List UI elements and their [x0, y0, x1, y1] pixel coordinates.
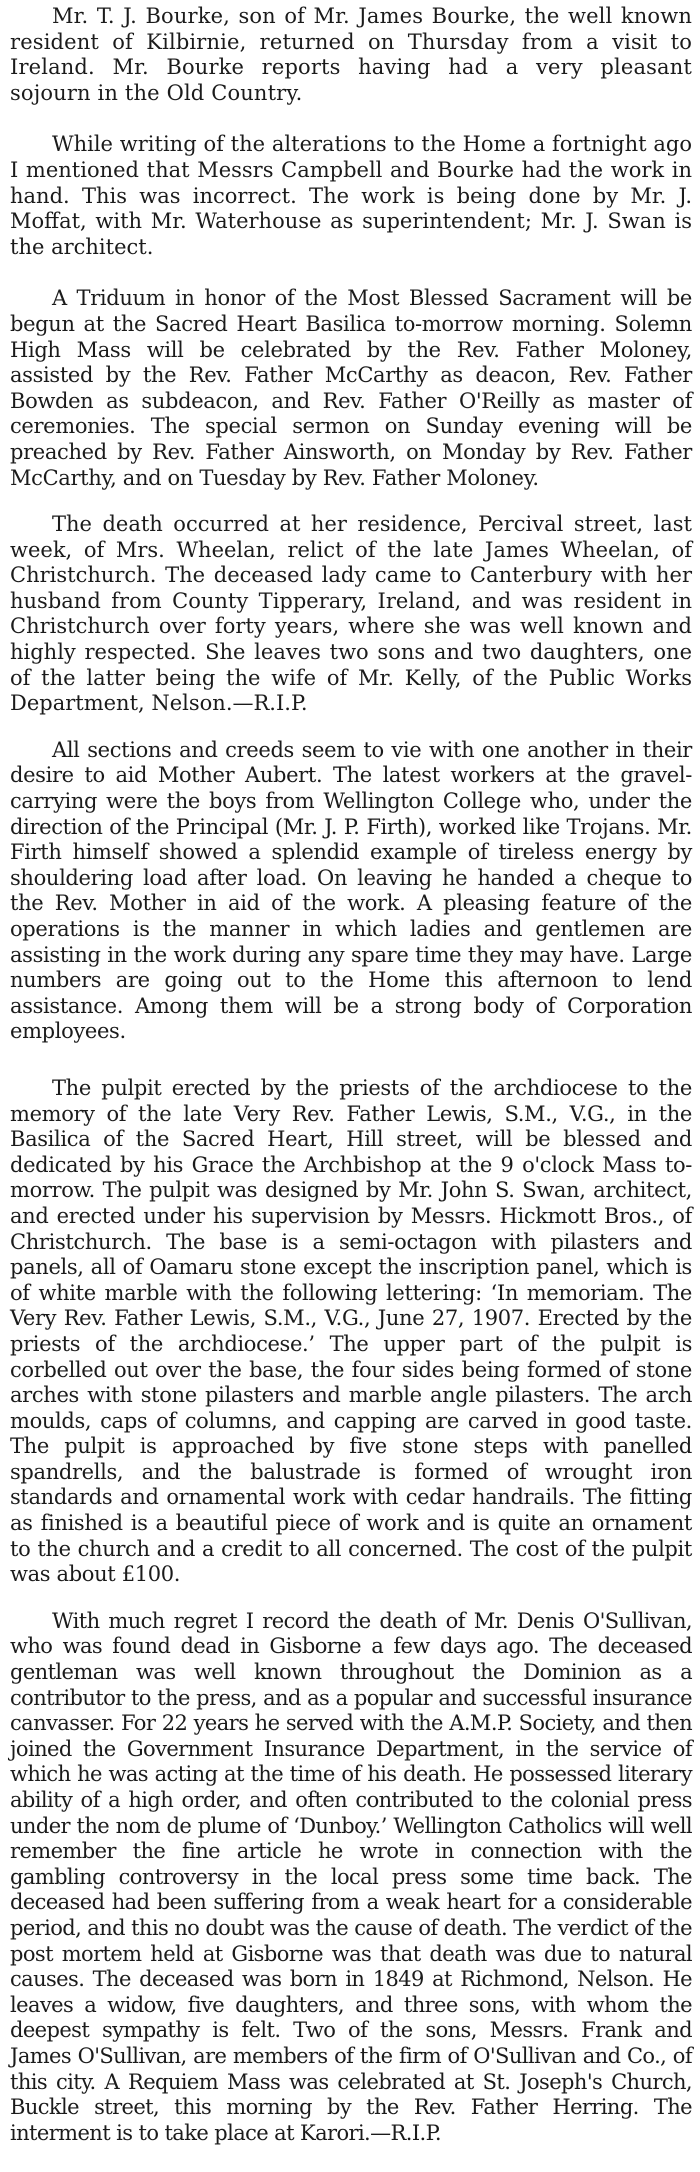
paragraph-triduum: A Triduum in honor of the Most Blessed Sacrament will be begun at the Sacred Heart Basilica to-morrow morning. Solemn High Mass will be celebrated by the Rev. Father Moloney, assisted by the Rev. Father McCarthy as deacon, Rev. Father Bowden as subdeacon, and Rev. Father O'Reilly as master of ceremonies. The special sermon on Sunday evening will be preached by Rev. Father Ainsworth, on Monday by Rev. Father McCarthy, and on Tuesday by Rev. Father Moloney. [10, 286, 692, 490]
paragraph-osullivan-obituary: With much regret I record the death of Mr. Denis O'Sullivan, who was found dead in Gisborne a few days ago. The deceased gentleman was well known throughout the Dominion as a contributor to the press, and as a popular and successful insurance canvasser. For 22 years he served with the A.M.P. Society, and then joined the Government Insurance Department, in the service of which he was acting at the time of his death. He possessed literary ability of a high order, and often contributed to the colonial press under the nom de plume of ‘Dunboy.’ Wellington Catholics will well remember the fine article he wrote in connection with the gambling controversy in the local press some time back. The deceased had been suffering from a weak heart for a considerable period, and this no doubt was the cause of death. The verdict of the post mortem held at Gisborne was that death was due to natural causes. The deceased was born in 1849 at Richmond, Nelson. He leaves a widow, five daughters, and three sons, with whom the deepest sympathy is felt. Two of the sons, Messrs. Frank and James O'Sullivan, are members of the firm of O'Sullivan and Co., of this city. A Requiem Mass was celebrated at St. Joseph's Church, Buckle street, this morning by the Rev. Father Herring. The interment is to take place at Karori.—R.I.P. [10, 1608, 692, 2145]
paragraph-home-correction: While writing of the alterations to the Home a fortnight ago I mentioned that Messrs Campbell and Bourke had the work in hand. This was incorrect. The work is being done by Mr. J. Moffat, with Mr. Waterhouse as superintendent; Mr. J. Swan is the architect. [10, 132, 692, 259]
paragraph-bourke-return: Mr. T. J. Bourke, son of Mr. James Bourke, the well known resident of Kilbirnie, returned on Thursday from a visit to Ireland. Mr. Bourke reports having had a very pleasant sojourn in the Old Country. [10, 4, 692, 105]
paragraph-pulpit-dedication: The pulpit erected by the priests of the archdiocese to the memory of the late Very Rev. Father Lewis, S.M., V.G., in the Basilica of the Sacred Heart, Hill street, will be blessed and dedicated by his Grace the Archbishop at the 9 o'clock Mass to-morrow. The pulpit was designed by Mr. John S. Swan, architect, and erected under his supervision by Messrs. Hickmott Bros., of Christchurch. The base is a semi-octagon with pilasters and panels, all of Oamaru stone except the inscription panel, which is of white marble with the following lettering: ‘In memoriam. The Very Rev. Father Lewis, S.M., V.G., June 27, 1907. Erected by the priests of the archdiocese.’ The upper part of the pulpit is corbelled out over the base, the four sides being formed of stone arches with stone pilasters and marble angle pilasters. The arch moulds, caps of columns, and capping are carved in good taste. The pulpit is approached by five stone steps with panelled spandrells, and the balustrade is formed of wrought iron standards and ornamental work with cedar handrails. The fitting as finished is a beautiful piece of work and is quite an ornament to the church and a credit to all concerned. The cost of the pulpit was about £100. [10, 1075, 692, 1587]
paragraph-wheelan-obituary: The death occurred at her residence, Percival street, last week, of Mrs. Wheelan, relict of the late James Wheelan, of Christchurch. The deceased lady came to Canterbury with her husband from County Tipperary, Ireland, and was resident in Christchurch over forty years, where she was well known and highly respected. She leaves two sons and two daughters, one of the latter being the wife of Mr. Kelly, of the Public Works Department, Nelson.—R.I.P. [10, 512, 692, 716]
paragraph-mother-aubert: All sections and creeds seem to vie with one another in their desire to aid Mother Aubert. The latest workers at the gravel-carrying were the boys from Wellington College who, under the direction of the Principal (Mr. J. P. Firth), worked like Trojans. Mr. Firth himself showed a splendid example of tireless energy by shouldering load after load. On leaving he handed a cheque to the Rev. Mother in aid of the work. A pleasing feature of the operations is the manner in which ladies and gentlemen are assisting in the work during any spare time they may have. Large numbers are going out to the Home this afternoon to lend assistance. Among them will be a strong body of Corporation employees. [10, 737, 692, 1044]
